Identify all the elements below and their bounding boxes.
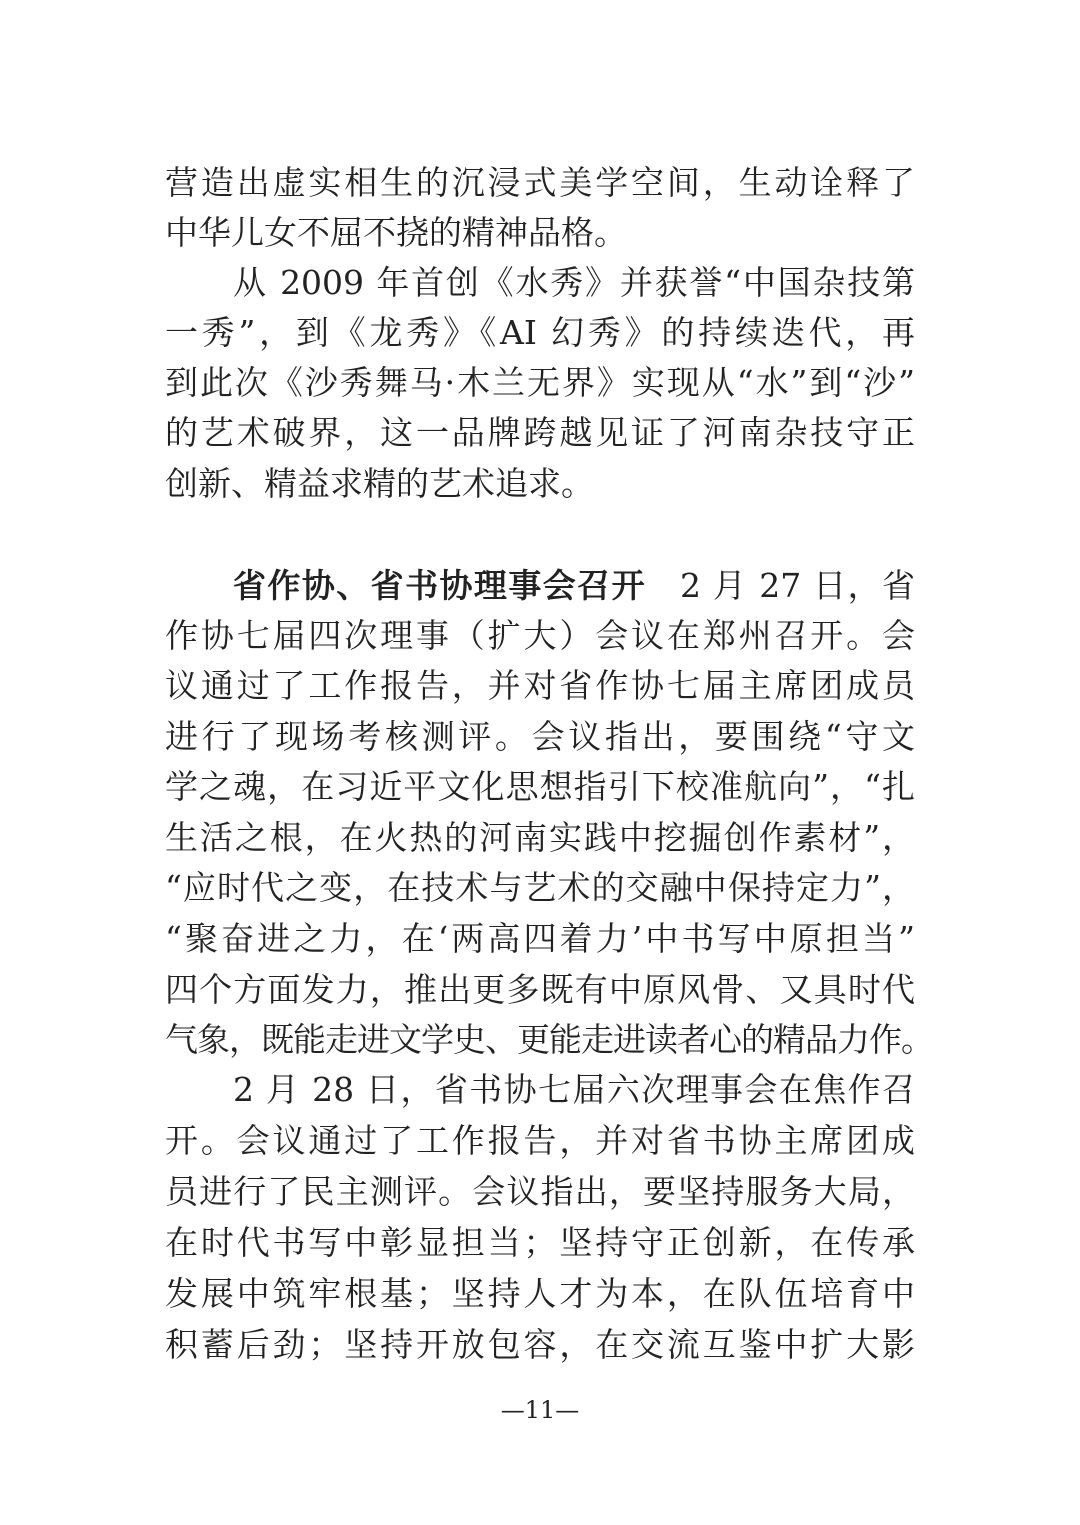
- text-line: 在时代书写中彰显担当；坚持守正创新，在传承: [165, 1223, 915, 1262]
- text-line: 创新、精益求精的艺术追求。: [165, 464, 594, 503]
- text-line: 一秀”，到《龙秀》《AI 幻秀》的持续迭代，再: [165, 313, 915, 352]
- section-first-line: [233, 566, 915, 606]
- text-line: “聚奋进之力，在‘两高四着力’中书写中原担当”: [165, 919, 915, 958]
- text-line: 2 月 28 日，省书协七届六次理事会在焦作召: [233, 1070, 915, 1109]
- text-segment: 2 月 27 日，省: [680, 566, 915, 605]
- page-number: —11—: [500, 1396, 580, 1424]
- text-line: 发展中筑牢根基；坚持人才为本，在队伍培育中: [165, 1274, 915, 1313]
- text-line: 四个方面发力，推出更多既有中原风骨、又具时代: [165, 970, 915, 1009]
- text-line: 学之魂，在习近平文化思想指引下校准航向”，“扎: [165, 767, 915, 806]
- text-line: 从 2009 年首创《水秀》并获誉“中国杂技第: [233, 263, 915, 302]
- text-line: 议通过了工作报告，并对省作协七届主席团成员: [165, 666, 915, 705]
- text-line: 开。会议通过了工作报告，并对省书协主席团成: [165, 1121, 915, 1160]
- text-line: 营造出虚实相生的沉浸式美学空间，生动诠释了: [165, 163, 915, 202]
- text-line: 生活之根，在火热的河南实践中挖掘创作素材”，: [165, 818, 915, 857]
- text-line: 作协七届四次理事（扩大）会议在郑州召开。会: [165, 616, 915, 655]
- section-heading: 省作协、省书协理事会召开: [233, 566, 647, 605]
- text-line: 气象，既能走进文学史、更能走进读者心的精品力作。: [165, 1020, 933, 1059]
- text-line: 进行了现场考核测评。会议指出，要围绕“守文: [165, 717, 915, 756]
- text-line: 中华儿女不屈不挠的精神品格。: [165, 213, 627, 252]
- text-line: 的艺术破界，这一品牌跨越见证了河南杂技守正: [165, 413, 915, 452]
- text-line: “应时代之变，在技术与艺术的交融中保持定力”，: [165, 868, 915, 907]
- text-line: 积蓄后劲；坚持开放包容，在交流互鉴中扩大影: [165, 1325, 915, 1364]
- text-line: 员进行了民主测评。会议指出，要坚持服务大局，: [165, 1172, 915, 1211]
- text-line: 到此次《沙秀舞马·木兰无界》实现从“水”到“沙”: [165, 363, 915, 402]
